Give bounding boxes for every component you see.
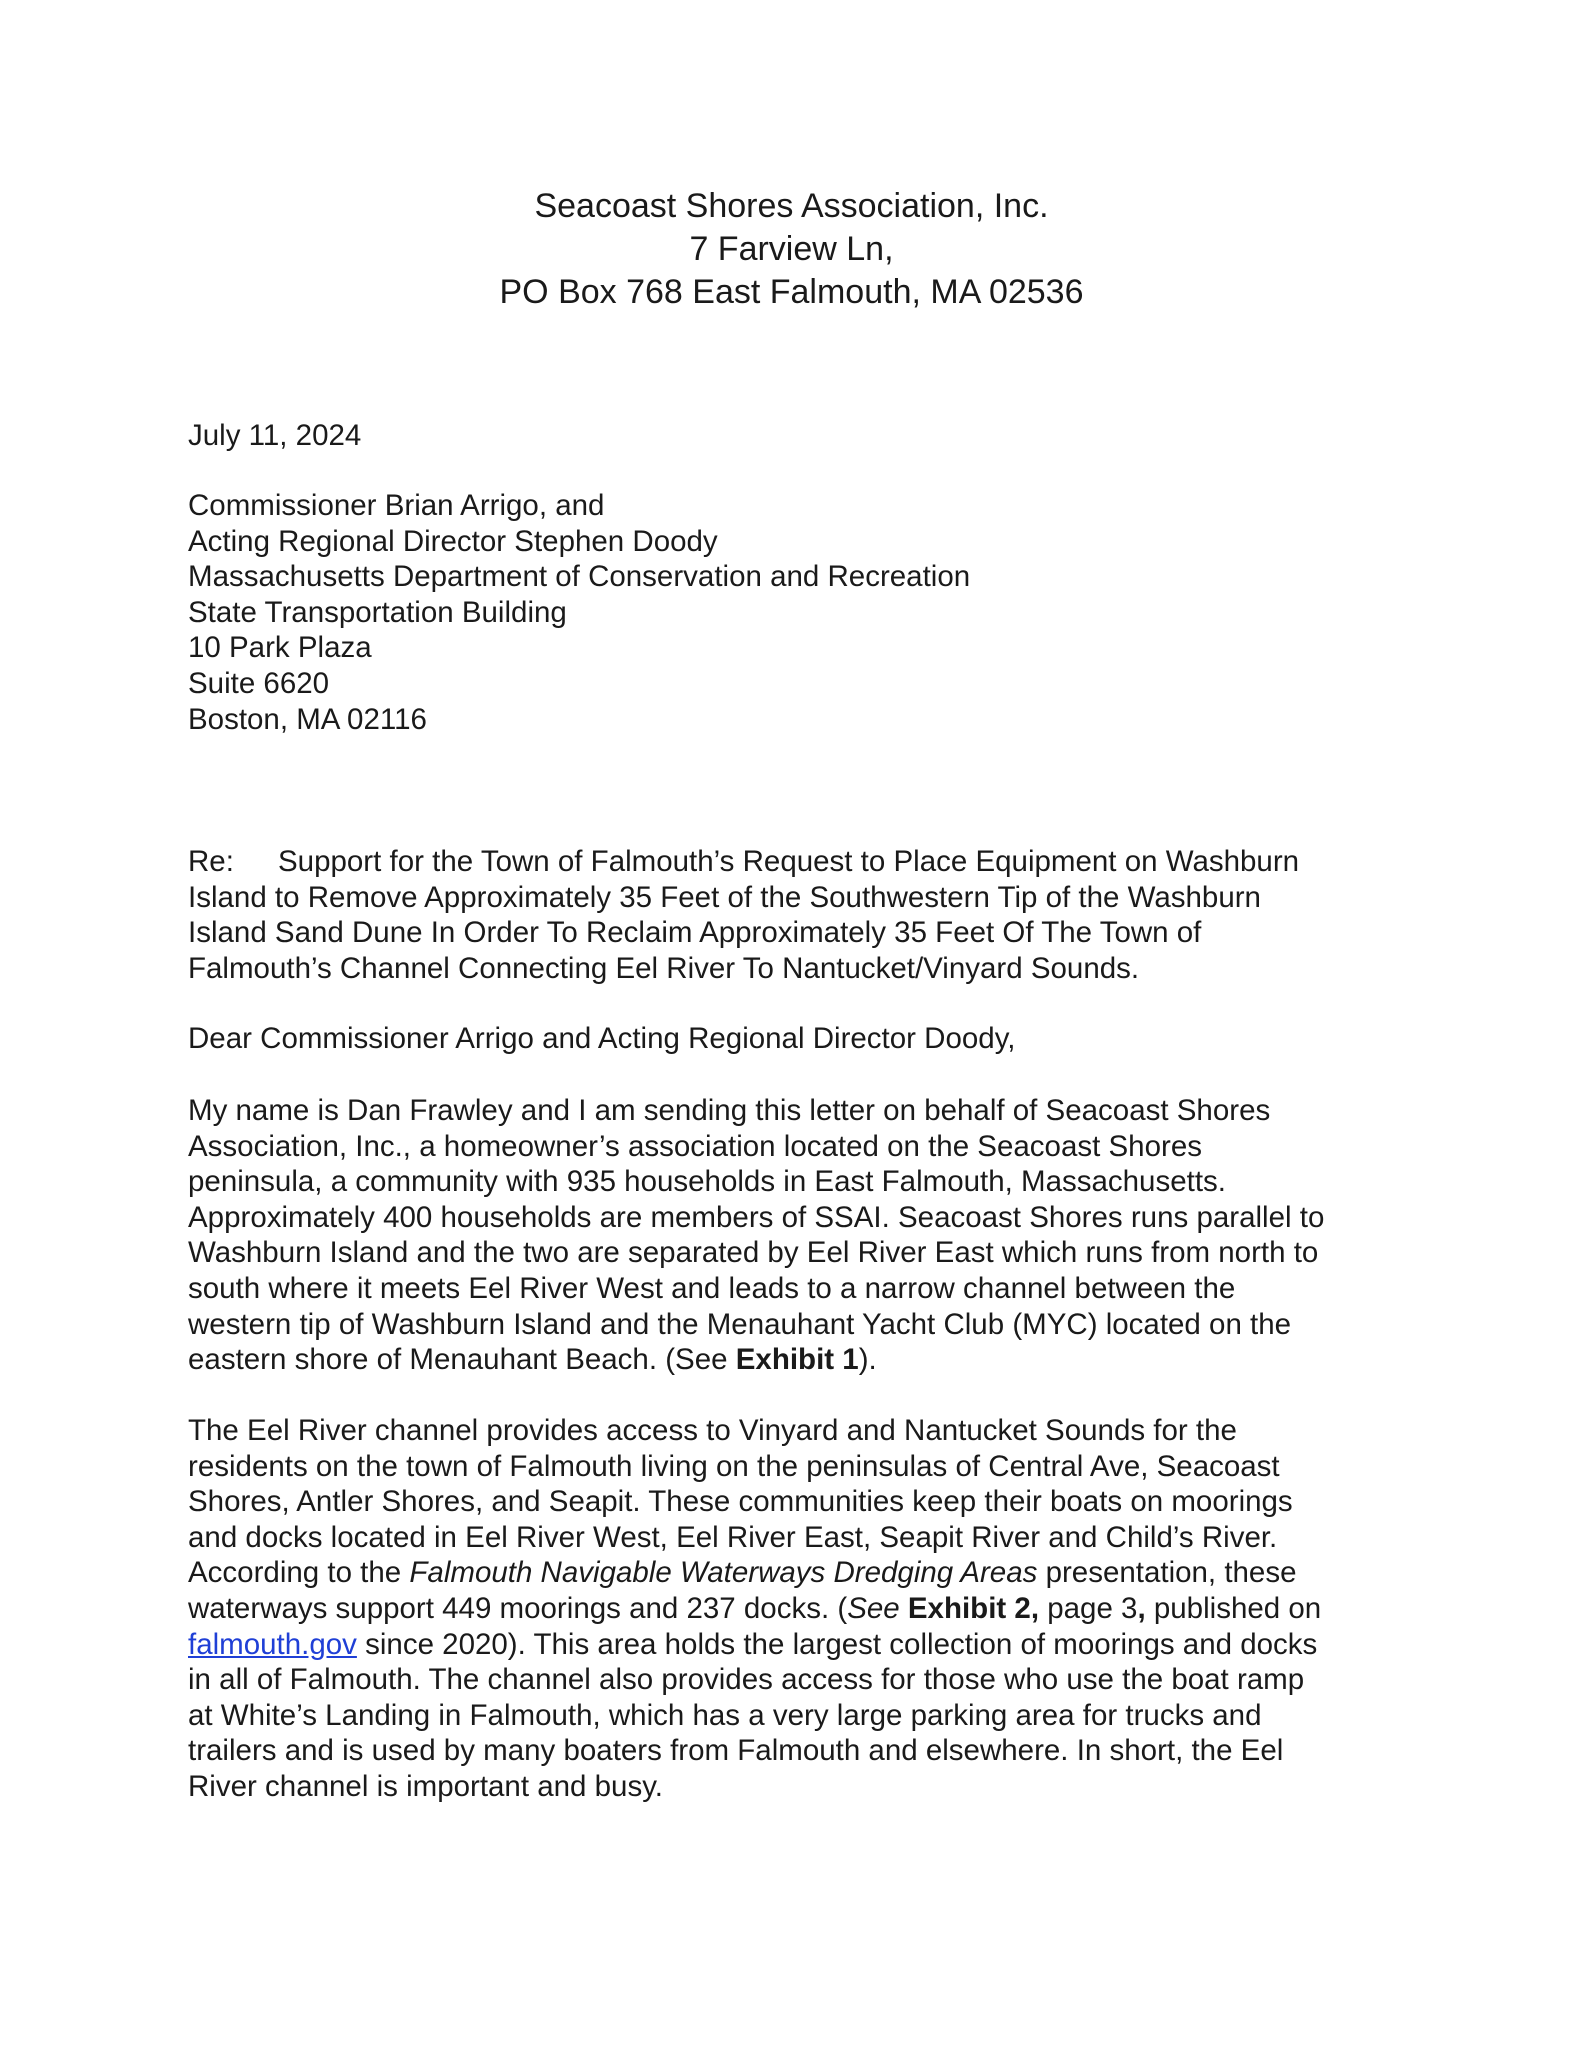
recipient-line: Commissioner Brian Arrigo, and <box>188 489 605 522</box>
exhibit-2-reference: Exhibit 2, <box>899 1591 1040 1625</box>
exhibit-1-reference: Exhibit 1 <box>735 1343 859 1377</box>
paragraph-line: eastern shore of Menauhant Beach. (See Exhibit 1). <box>188 1343 877 1377</box>
body-paragraph-1 <box>188 1093 1324 1378</box>
paragraph-line: south where it meets Eel River West and leads to a narrow channel between the <box>188 1271 1236 1305</box>
subject-line <box>188 844 1299 986</box>
recipient-address <box>188 488 970 737</box>
paragraph-line: and docks located in Eel River West, Eel River East, Seapit River and Child’s River. <box>188 1520 1278 1554</box>
paragraph-line: Washburn Island and the two are separated by Eel River East which runs from north to <box>188 1236 1319 1270</box>
recipient-line: Boston, MA 02116 <box>188 702 427 736</box>
paragraph-line: falmouth.gov since 2020). This area holds the largest collection of moorings and docks <box>188 1627 1318 1661</box>
recipient-line: Massachusetts Department of Conservation and Recreation <box>188 560 971 594</box>
paragraph-line: River channel is important and busy. <box>188 1769 663 1803</box>
subject-text: Falmouth’s Channel Connecting Eel River To Nantucket/Vinyard Sounds. <box>188 951 1140 985</box>
paragraph-line: residents on the town of Falmouth living on the peninsulas of Central Ave, Seacoast <box>188 1449 1280 1483</box>
paragraph-line: The Eel River channel provides access to Vinyard and Nantucket Sounds for the <box>188 1414 1237 1447</box>
paragraph-line: waterways support 449 moorings and 237 docks. (See Exhibit 2, page 3, published on <box>188 1591 1322 1625</box>
subject-label: Re: <box>188 845 234 878</box>
paragraph-line: Association, Inc., a homeowner’s association located on the Seacoast Shores <box>188 1129 1202 1163</box>
paragraph-line: in all of Falmouth. The channel also provides access for those who use the boat ramp <box>188 1663 1305 1697</box>
paragraph-line: According to the Falmouth Navigable Waterways Dredging Areas presentation, these <box>188 1556 1297 1590</box>
subject-text: Island to Remove Approximately 35 Feet of the Southwestern Tip of the Washburn <box>188 880 1261 914</box>
recipient-line: State Transportation Building <box>188 595 567 629</box>
recipient-line: Acting Regional Director Stephen Doody <box>188 524 718 558</box>
falmouth-gov-link[interactable]: falmouth.gov <box>188 1627 357 1661</box>
paragraph-line: trailers and is used by many boaters from Falmouth and elsewhere. In short, the Eel <box>188 1734 1284 1768</box>
po-box-address: PO Box 768 East Falmouth, MA 02536 <box>499 273 1084 311</box>
street-address: 7 Farview Ln, <box>689 230 894 268</box>
letterhead <box>0 185 1583 314</box>
paragraph-line: western tip of Washburn Island and the Menauhant Yacht Club (MYC) located on the <box>188 1307 1292 1341</box>
paragraph-line: Shores, Antler Shores, and Seapit. These communities keep their boats on moorings <box>188 1485 1293 1519</box>
salutation: Dear Commissioner Arrigo and Acting Regional Director Doody, <box>188 1022 1016 1055</box>
subject-text: Island Sand Dune In Order To Reclaim Approximately 35 Feet Of The Town of <box>188 916 1202 950</box>
paragraph-line: My name is Dan Frawley and I am sending this letter on behalf of Seacoast Shores <box>188 1094 1271 1127</box>
paragraph-line: at White’s Landing in Falmouth, which has a very large parking area for trucks and <box>188 1698 1262 1732</box>
presentation-title: Falmouth Navigable Waterways Dredging Areas <box>409 1556 1038 1590</box>
recipient-line: Suite 6620 <box>188 666 330 700</box>
org-name: Seacoast Shores Association, Inc. <box>534 187 1049 225</box>
recipient-line: 10 Park Plaza <box>188 631 372 665</box>
paragraph-line: peninsula, a community with 935 households in East Falmouth, Massachusetts. <box>188 1165 1226 1199</box>
subject-text: Support for the Town of Falmouth’s Request to Place Equipment on Washburn <box>278 845 1300 878</box>
letter-date: July 11, 2024 <box>188 419 362 452</box>
body-paragraph-2 <box>188 1413 1321 1805</box>
paragraph-line: Approximately 400 households are members of SSAI. Seacoast Shores runs parallel to <box>188 1200 1325 1234</box>
